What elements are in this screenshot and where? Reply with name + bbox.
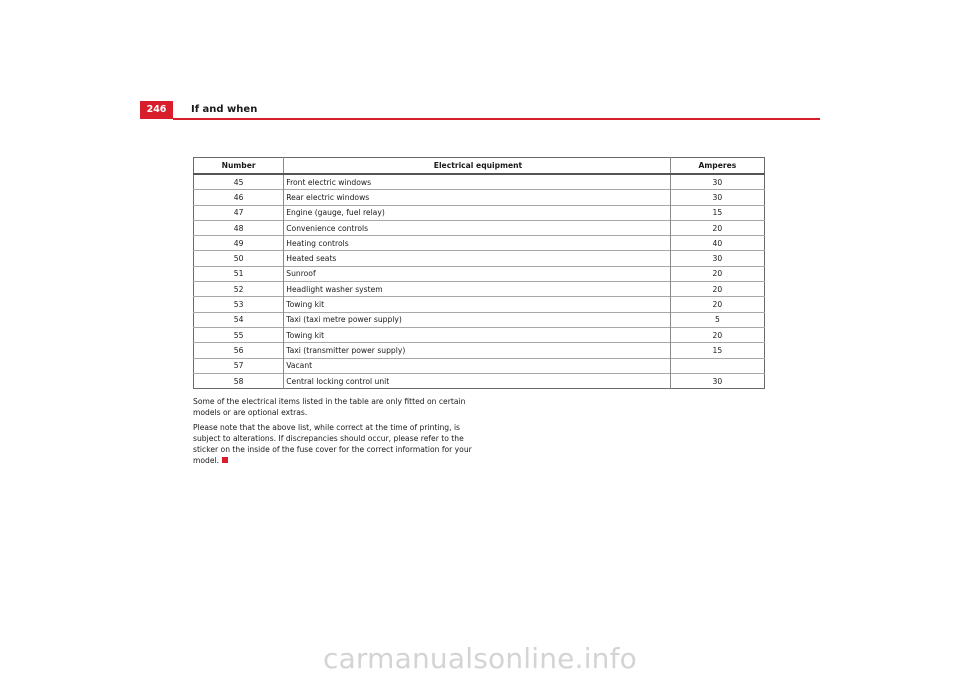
cell-equipment: Sunroof [284,266,670,281]
cell-amperes [670,358,764,373]
page-number: 246 [140,101,173,119]
cell-equipment: Headlight washer system [284,282,670,297]
note-alterations-text: Please note that the above list, while correct at the time of printing, is subject to alterations. If discrepancies should occur, please refer to the sticker on the inside of the fuse cover for the correct information for your model. [193,423,472,465]
table-row [194,343,765,358]
table-row [194,205,765,220]
cell-amperes: 20 [670,220,764,235]
cell-equipment: Rear electric windows [284,190,670,205]
cell-number: 55 [194,327,284,342]
cell-amperes: 20 [670,297,764,312]
cell-amperes: 15 [670,343,764,358]
notes [193,397,473,471]
watermark: carmanualsonline.info [322,642,638,675]
cell-equipment: Taxi (taxi metre power supply) [284,312,670,327]
chapter-title: If and when [191,104,258,115]
cell-number: 54 [194,312,284,327]
end-of-section-icon [222,457,228,463]
table-row [194,266,765,281]
cell-amperes: 15 [670,205,764,220]
cell-amperes: 5 [670,312,764,327]
table-row [194,312,765,327]
cell-amperes: 20 [670,282,764,297]
table-row [194,220,765,235]
cell-amperes: 30 [670,373,764,388]
column-header-number: Number [194,158,284,175]
cell-number: 57 [194,358,284,373]
cell-equipment: Taxi (transmitter power supply) [284,343,670,358]
cell-number: 50 [194,251,284,266]
cell-equipment: Vacant [284,358,670,373]
note-alterations [193,423,473,466]
table-row [194,327,765,342]
cell-number: 47 [194,205,284,220]
fuse-table-body [194,174,765,389]
note-optional-items: Some of the electrical items listed in the table are only fitted on certain models or are optional extras. [193,397,466,417]
cell-equipment: Heated seats [284,251,670,266]
cell-number: 58 [194,373,284,388]
cell-number: 52 [194,282,284,297]
header-rule [173,118,820,120]
cell-number: 49 [194,236,284,251]
cell-number: 53 [194,297,284,312]
table-header-row [194,158,765,175]
table-row [194,190,765,205]
cell-amperes: 40 [670,236,764,251]
table-row [194,282,765,297]
cell-amperes: 30 [670,190,764,205]
cell-amperes: 30 [670,174,764,190]
cell-equipment: Heating controls [284,236,670,251]
table-row [194,358,765,373]
cell-equipment: Front electric windows [284,174,670,190]
cell-equipment: Convenience controls [284,220,670,235]
column-header-equipment: Electrical equipment [284,158,670,175]
cell-amperes: 20 [670,327,764,342]
cell-equipment: Towing kit [284,297,670,312]
column-header-amperes: Amperes [670,158,764,175]
fuse-table [193,157,765,389]
cell-equipment: Central locking control unit [284,373,670,388]
cell-equipment: Towing kit [284,327,670,342]
cell-amperes: 20 [670,266,764,281]
cell-number: 46 [194,190,284,205]
cell-number: 56 [194,343,284,358]
table-row [194,236,765,251]
cell-number: 51 [194,266,284,281]
table-row [194,297,765,312]
cell-equipment: Engine (gauge, fuel relay) [284,205,670,220]
table-row [194,174,765,190]
cell-amperes: 30 [670,251,764,266]
table-row [194,373,765,388]
table-row [194,251,765,266]
page-header [140,101,820,120]
cell-number: 45 [194,174,284,190]
cell-number: 48 [194,220,284,235]
